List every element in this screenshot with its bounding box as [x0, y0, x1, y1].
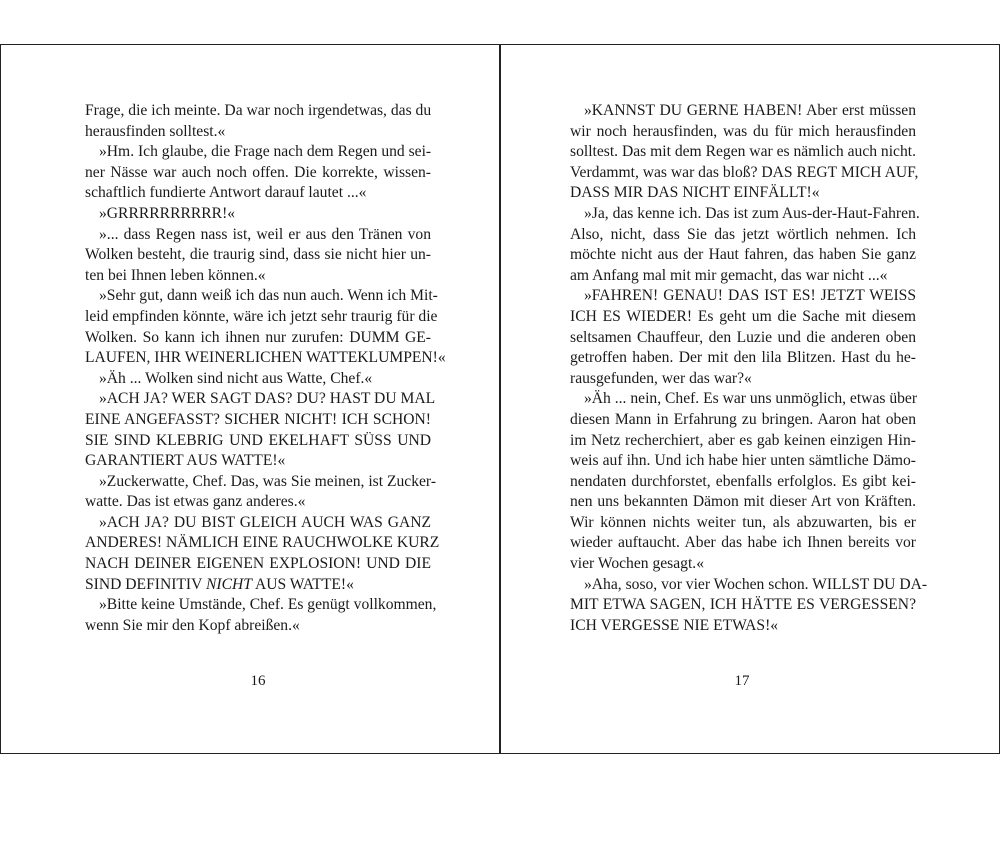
left-page-number: 16: [250, 673, 266, 689]
text-line: watte. Das ist etwas ganz anderes.«: [85, 493, 306, 511]
text-line: ANDERES! NÄMLICH EINE RAUCHWOLKE KURZ: [85, 534, 440, 552]
text-line: schaftlich fundierte Antwort darauf lautet ...«: [85, 184, 367, 202]
text-line: NACH DEINER EIGENEN EXPLOSION! UND DIE: [85, 555, 431, 573]
text-line: Also, nicht, dass Sie das jetzt wörtlich nehmen. Ich: [570, 225, 916, 243]
text-line: »Bitte keine Umstände, Chef. Es genügt vollkommen,: [99, 596, 437, 614]
text-line: Wolken. So kann ich ihnen nur zurufen: DUMM GE-: [85, 328, 431, 346]
text-line: Verdammt, was war das bloß? DAS REGT MICH AUF,: [570, 163, 919, 181]
text-line: solltest. Das mit dem Regen war es nämlich auch nicht.: [570, 143, 917, 161]
text-line: ICH ES WIEDER! Es geht um die Sache mit diesem: [570, 307, 916, 325]
text-line: »FAHREN! GENAU! DAS IST ES! JETZT WEISS: [584, 287, 916, 305]
text-line: GARANTIERT AUS WATTE!«: [85, 452, 286, 470]
text-line: am Anfang mal mit mir gemacht, das war nicht ...«: [570, 266, 888, 284]
text-line: ten bei Ihnen leben können.«: [85, 266, 266, 284]
text-line: LAUFEN, IHR WEINERLICHEN WATTEKLUMPEN!«: [85, 349, 446, 367]
text-line: wenn Sie mir den Kopf abreißen.«: [85, 616, 300, 634]
book-spread: [0, 44, 1000, 754]
text-line: vier Wochen gesagt.«: [570, 555, 704, 573]
text-line: wir noch herausfinden, was du für mich herausfinden: [570, 122, 916, 140]
right-page: [500, 45, 1000, 753]
text-line: »Aha, soso, vor vier Wochen schon. WILLST DU DA-: [584, 575, 928, 593]
emphasis-text: NICHT: [206, 575, 252, 593]
text-line: DASS MIR DAS NICHT EINFÄLLT!«: [570, 184, 820, 202]
text-line: »ACH JA? WER SAGT DAS? DU? HAST DU MAL: [99, 390, 436, 408]
text-line: ner Nässe war auch noch offen. Die korrekte, wissen-: [85, 163, 431, 181]
text-line: nen uns bekannten Dämon mit dieser Art von Kräften.: [570, 493, 916, 511]
text-line: »Äh ... Wolken sind nicht aus Watte, Chef.«: [99, 369, 373, 387]
text-line: Wir können nichts weiter tun, als abzuwarten, bis er: [570, 513, 916, 531]
text-line: im Netz recherchiert, aber es gab keinen einzigen Hin-: [570, 431, 916, 449]
text-line: »GRRRRRRRRRR!«: [99, 204, 236, 222]
text-line: nendaten durchforstet, ebenfalls erfolglos. Es gibt kei-: [570, 472, 916, 490]
text-line: Frage, die ich meinte. Da war noch irgendetwas, das du: [85, 102, 432, 119]
text-line: weis auf ihn. Und ich habe hier unten sämtliche Dämo-: [570, 452, 916, 470]
text-line: Wolken besteht, die traurig sind, dass sie nicht hier un-: [85, 246, 431, 264]
text-line: SIND DEFINITIV NICHT AUS WATTE!«: [85, 575, 354, 593]
text-line: MIT ETWA SAGEN, ICH HÄTTE ES VERGESSEN?: [570, 596, 916, 614]
text-line: »Äh ... nein, Chef. Es war uns unmöglich, etwas über: [584, 390, 918, 408]
text-line: herausfinden solltest.«: [85, 122, 226, 140]
text-line: »Zuckerwatte, Chef. Das, was Sie meinen, ist Zucker-: [99, 472, 437, 490]
text-line: rausgefunden, wer das war?«: [570, 369, 752, 387]
text-line: »... dass Regen nass ist, weil er aus den Tränen von: [99, 225, 431, 243]
left-page: [0, 45, 500, 753]
right-page-number: 17: [734, 673, 750, 689]
text-line: »ACH JA? DU BIST GLEICH AUCH WAS GANZ: [99, 513, 431, 531]
text-line: »Ja, das kenne ich. Das ist zum Aus-der-Haut-Fahren.: [584, 204, 920, 222]
text-line: ICH VERGESSE NIE ETWAS!«: [570, 616, 779, 634]
text-line: getroffen haben. Der mit den lila Blitzen. Hast du he-: [570, 349, 916, 367]
text-line: möchte nicht aus der Haut fahren, das haben Sie ganz: [570, 246, 916, 264]
text-line: »Sehr gut, dann weiß ich das nun auch. Wenn ich Mit-: [99, 287, 438, 305]
right-page-text: [570, 101, 928, 636]
text-line: »KANNST DU GERNE HABEN! Aber erst müssen: [584, 102, 916, 119]
text-line: leid empfinden könnte, wäre ich jetzt sehr traurig für die: [85, 307, 438, 325]
text-line: wieder auftaucht. Aber das habe ich Ihnen bereits vor: [570, 534, 916, 552]
text-line: seltsamen Chauffeur, den Luzie und die anderen oben: [570, 328, 916, 346]
text-line: SIE SIND KLEBRIG UND EKELHAFT SÜSS UND: [85, 431, 431, 449]
left-page-text: [85, 101, 446, 636]
text-line: diesen Mann in Erfahrung zu bringen. Aaron hat oben: [570, 410, 916, 428]
text-line: »Hm. Ich glaube, die Frage nach dem Regen und sei-: [99, 143, 432, 161]
text-line: EINE ANGEFASST? SICHER NICHT! ICH SCHON!: [85, 410, 431, 428]
